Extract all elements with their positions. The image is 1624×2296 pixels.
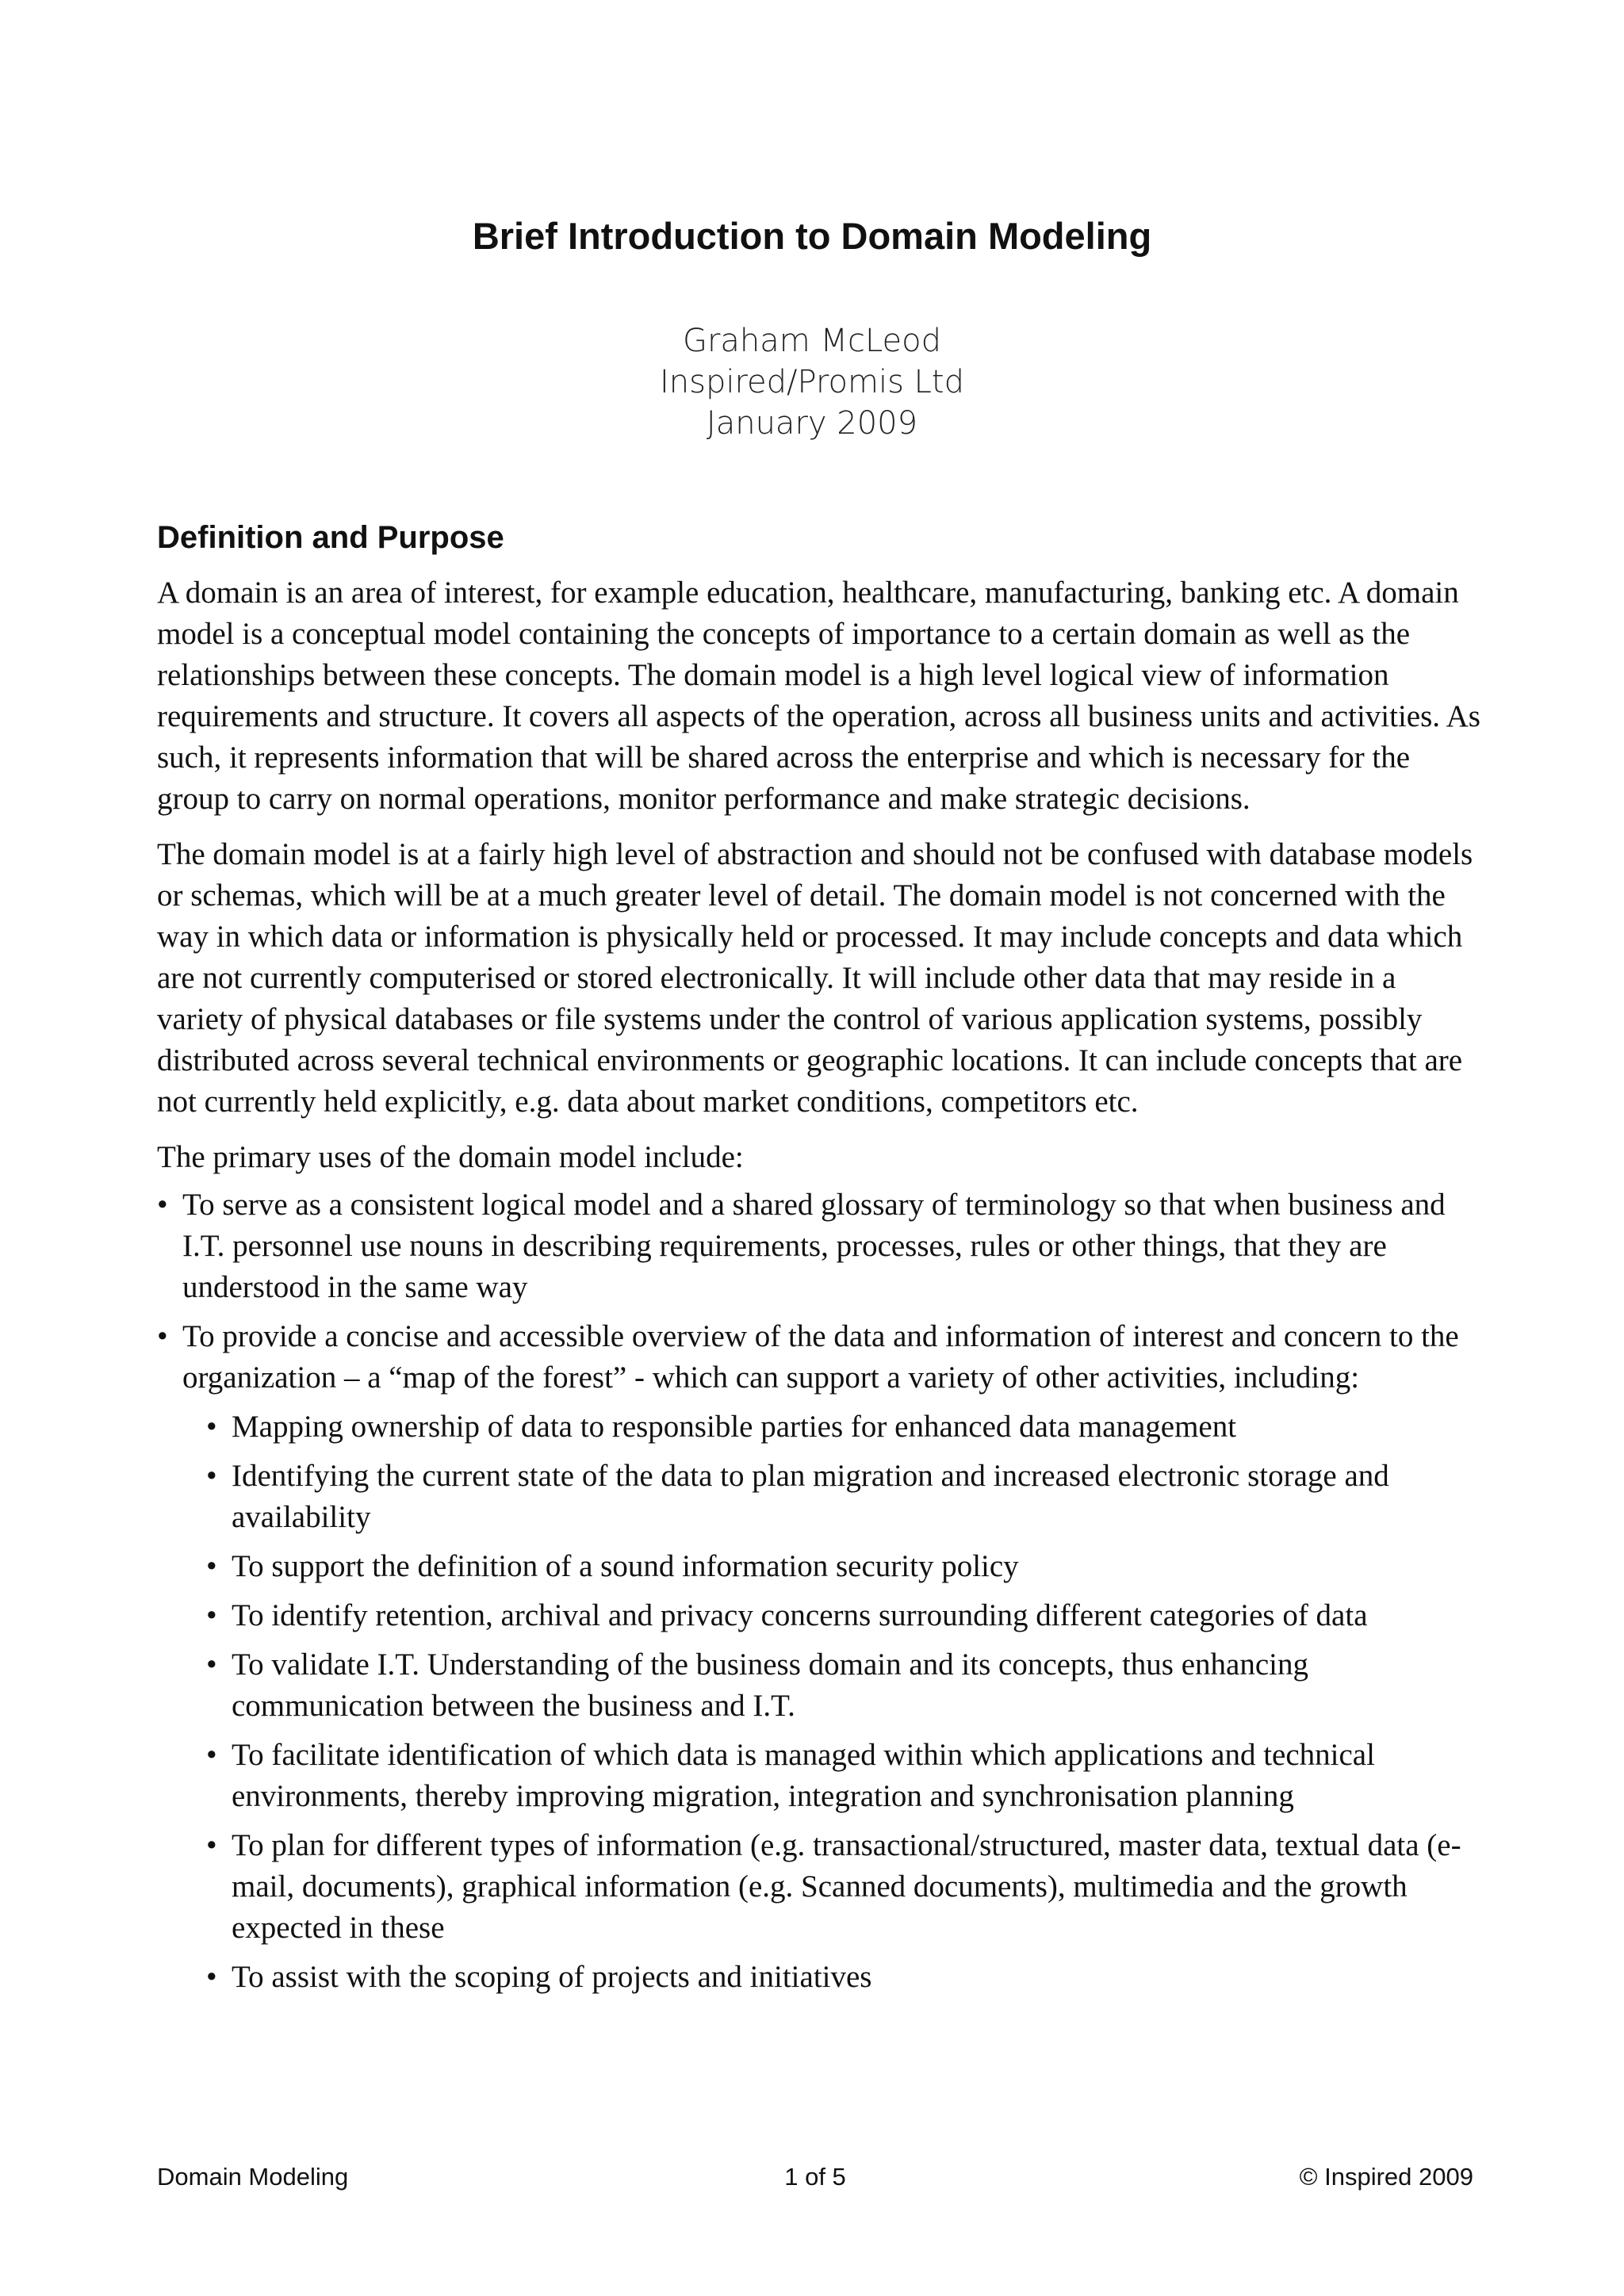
byline xyxy=(0,320,1624,444)
sub-list-item xyxy=(206,1957,1489,1998)
footer-copyright: © Inspired 2009 xyxy=(1299,2163,1473,2191)
sub-list-item-text: To assist with the scoping of projects and initiatives xyxy=(232,1960,872,1994)
list-item-text: To serve as a consistent logical model and a shared glossary of terminology so that when business and I.T. personnel use nouns in describing requirements, processes, rules or other things, that they are understood in the same way xyxy=(182,1188,1446,1304)
sub-uses-list xyxy=(206,1406,1489,1998)
list-item xyxy=(157,1316,1489,1998)
paragraph-abstraction: The domain model is at a fairly high level of abstraction and should not be confused with database models or schemas, which will be at a much greater level of detail. The domain model is not concerned with the way in which data or information is physically held or processed. It may include concepts and data which are not currently computerised or stored electronically. It will include other data that may reside in a variety of physical databases or file systems under the control of various application systems, possibly distributed across several technical environments or geographic locations. It can include concepts that are not currently held explicitly, e.g. data about market conditions, competitors etc. xyxy=(157,837,1473,1119)
sub-list-item xyxy=(206,1546,1489,1587)
uses-list xyxy=(157,1184,1489,1998)
document-title: Brief Introduction to Domain Modeling xyxy=(472,215,1152,257)
sub-list-item-text: Identifying the current state of the data to plan migration and increased electronic storage and availability xyxy=(232,1459,1389,1534)
organization-name: Inspired/Promis Ltd xyxy=(660,364,964,400)
sub-list-item xyxy=(206,1456,1489,1538)
section-heading: Definition and Purpose xyxy=(157,520,504,555)
main-content xyxy=(157,517,1489,2006)
author-name: Graham McLeod xyxy=(682,323,942,359)
sub-list-item-text: To support the definition of a sound information security policy xyxy=(232,1549,1019,1583)
footer-document-name: Domain Modeling xyxy=(157,2163,349,2191)
sub-list-item-text: To plan for different types of information (e.g. transactional/structured, master data, textual data (e-mail, documents), graphical information (e.g. Scanned documents), multimedia and the growth expected in these xyxy=(232,1828,1461,1945)
footer-page-number: 1 of 5 xyxy=(784,2163,846,2191)
sub-list-item xyxy=(206,1825,1489,1949)
sub-list-item-text: Mapping ownership of data to responsible parties for enhanced data management xyxy=(232,1410,1237,1444)
sub-list-item xyxy=(206,1595,1489,1636)
list-item xyxy=(157,1184,1489,1308)
paragraph-definition: A domain is an area of interest, for example education, healthcare, manufacturing, banking etc. A domain model is a conceptual model containing the concepts of importance to a certain domain as well as the relationships between these concepts. The domain model is a high level logical view of information requirements and structure. It covers all aspects of the operation, across all business units and activities. As such, it represents information that will be shared across the enterprise and which is necessary for the group to carry on normal operations, monitor performance and make strategic decisions. xyxy=(157,576,1480,816)
list-item-text: To provide a concise and accessible overview of the data and information of interest and concern to the organization – a “map of the forest” - which can support a variety of other activities, including: xyxy=(182,1319,1459,1395)
sub-list-item xyxy=(206,1644,1489,1727)
page-footer xyxy=(157,2163,1473,2195)
sub-list-item xyxy=(206,1735,1489,1817)
sub-list-item xyxy=(206,1406,1489,1448)
sub-list-item-text: To validate I.T. Understanding of the business domain and its concepts, thus enhancing communication between the business and I.T. xyxy=(232,1647,1308,1723)
uses-intro: The primary uses of the domain model include: xyxy=(157,1140,744,1174)
sub-list-item-text: To identify retention, archival and privacy concerns surrounding different categories of data xyxy=(232,1598,1368,1632)
sub-list-item-text: To facilitate identification of which data is managed within which applications and technical environments, thereby improving migration, integration and synchronisation planning xyxy=(232,1738,1375,1813)
document-date: January 2009 xyxy=(706,405,918,442)
